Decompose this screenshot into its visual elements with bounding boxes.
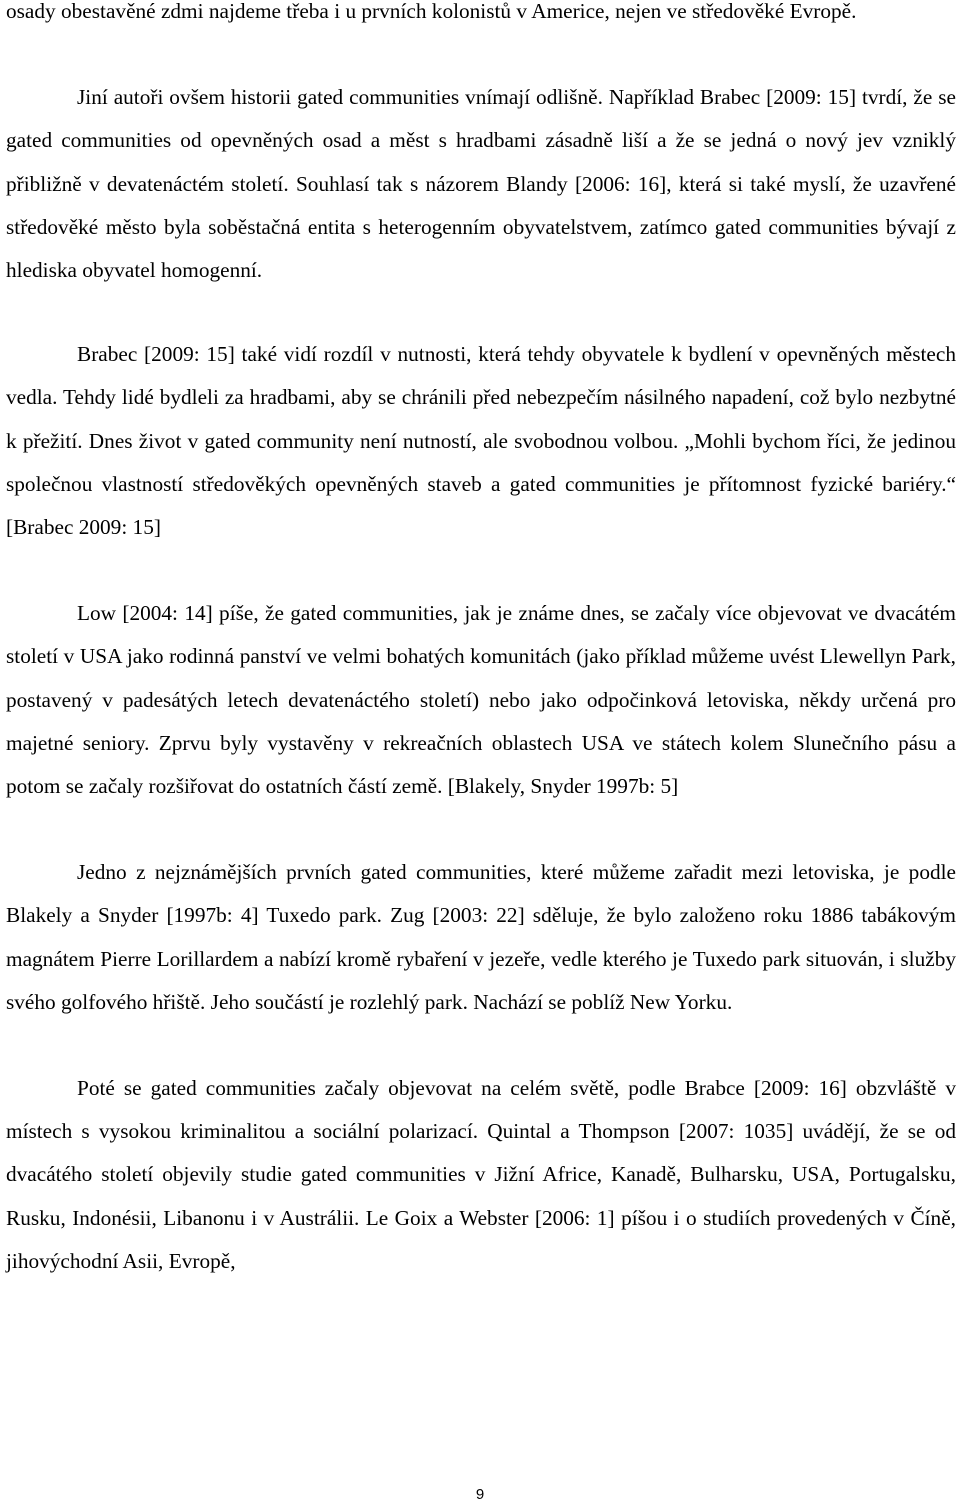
paragraph-5: Jedno z nejznámějších prvních gated communities, které můžeme zařadit mezi letoviska, je podle Blakely a Snyder [1997b: 4] Tuxedo park. Zug [2003: 22] sděluje, že bylo založeno roku 1886 tabákovým magnátem Pierre Lorillardem a nabízí kromě rybaření v jezeře, vedle kterého je Tuxedo park situován, i služby svého golfového hřiště. Jeho součástí je rozlehlý park. Nachází se poblíž New Yorku. <box>6 860 956 1014</box>
paragraph-gap <box>6 1024 956 1067</box>
document-page <box>6 0 956 1283</box>
paragraph-2: Jiní autoři ovšem historii gated communities vnímají odlišně. Například Brabec [2009: 15] tvrdí, že se gated communities od opevněných osad a měst s hradbami zásadně liší a že se jedná o nový jev vzniklý přibližně v devatenáctém století. Souhlasí tak s názorem Blandy [2006: 16], která si také myslí, že uzavřené středověké město byla soběstačná entita s heterogenním obyvatelstvem, zatímco gated communities bývají z hlediska obyvatel homogenní. <box>6 85 956 283</box>
paragraph-gap <box>6 549 956 592</box>
paragraph-4: Low [2004: 14] píše, že gated communities, jak je známe dnes, se začaly více objevovat ve dvacátém století v USA jako rodinná panství ve velmi bohatých komunitách (jako příklad můžeme uvést Llewellyn Park, postavený v padesátých letech devatenáctého století) nebo jako odpočinková letoviska, někdy určená pro majetné seniory. Zprvu byly vystavěny v rekreačních oblastech USA ve státech kolem Slunečního pásu a potom se začaly rozšiřovat do ostatních částí země. [Blakely, Snyder 1997b: 5] <box>6 601 956 799</box>
paragraph-gap <box>6 808 956 851</box>
page-number: 9 <box>475 1486 485 1503</box>
paragraph-gap <box>6 33 956 76</box>
paragraph-gap <box>6 292 956 333</box>
paragraph-6: Poté se gated communities začaly objevovat na celém světě, podle Brabce [2009: 16] obzvláště v místech s vysokou kriminalitou a sociální polarizací. Quintal a Thompson [2007: 1035] uvádějí, že se od dvacátého století objevily studie gated communities v Jižní Africe, Kanadě, Bulharsku, USA, Portugalsku, Rusku, Indonésii, Libanonu i v Austrálii. Le Goix a Webster [2006: 1] píšou i o studiích provedených v Číně, jihovýchodní Asii, Evropě, <box>6 1076 956 1273</box>
paragraph-1: osady obestavěné zdmi najdeme třeba i u prvních kolonistů v Americe, nejen ve středověké Evropě. <box>6 0 857 23</box>
paragraph-3: Brabec [2009: 15] také vidí rozdíl v nutnosti, která tehdy obyvatele k bydlení v opevněných městech vedla. Tehdy lidé bydleli za hradbami, aby se chránili před nebezpečím násilného napadení, což bylo nezbytné k přežití. Dnes život v gated community není nutností, ale svobodnou volbou. „Mohli bychom říci, že jedinou společnou vlastností středověkých opevněných staveb a gated communities je přítomnost fyzické bariéry.“ [Brabec 2009: 15] <box>6 342 956 540</box>
